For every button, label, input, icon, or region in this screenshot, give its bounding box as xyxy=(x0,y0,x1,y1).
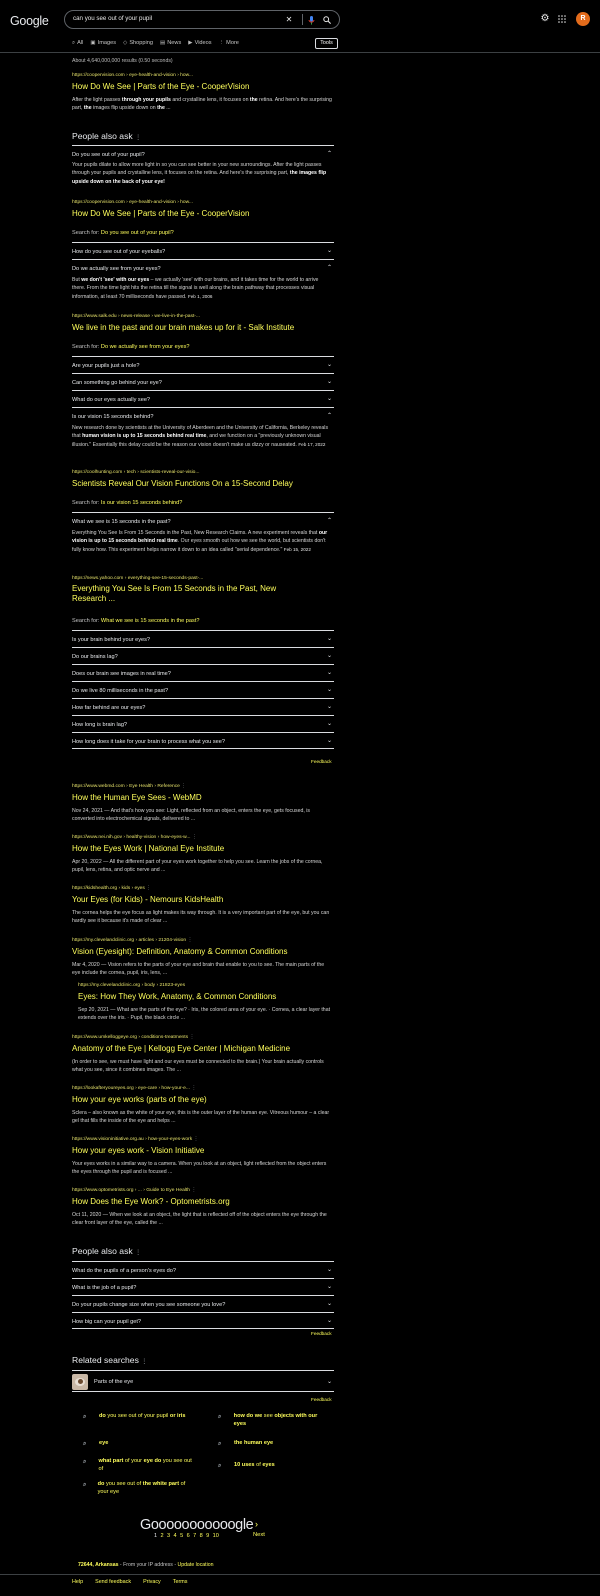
result-snippet: Sclera – also known as the white of your eye, this is the outer layer of the human eye. Vitreous humour – a clear gel that fills the inside of the eye and helps ... xyxy=(72,1109,330,1125)
next-page-link[interactable]: Next xyxy=(253,1532,265,1538)
result-title[interactable]: How your eyes work - Vision Initiative xyxy=(72,1146,205,1156)
paa-question[interactable]: Is our vision 15 seconds behind? ⌃ xyxy=(72,407,334,421)
result-url[interactable]: https://www.webmd.com › Eye Health › Reference ⋮ xyxy=(72,784,187,789)
search-icon: ⌕ xyxy=(83,1482,87,1488)
search-icon: ⌕ xyxy=(218,1441,222,1447)
footer-divider xyxy=(0,1574,600,1575)
result-snippet: Oct 11, 2020 — When we look at an object, the light that is reflected off of the object enters the eye through the clear front layer of the eye, called the ... xyxy=(72,1211,327,1227)
page-4[interactable]: 4 xyxy=(173,1533,177,1539)
chevron-up-icon: ⌃ xyxy=(326,265,332,271)
search-for[interactable]: Search for: Do you see out of your pupil? xyxy=(72,230,174,236)
result-title[interactable]: Anatomy of the Eye | Kellogg Eye Center | Michigan Medicine xyxy=(72,1044,291,1054)
result-url[interactable]: https://kidshealth.org › kids › eyes ⋮ xyxy=(72,886,152,891)
paa-question[interactable]: Are your pupils just a hole? ⌄ xyxy=(72,356,334,373)
paa-question[interactable]: How big can your pupil get? ⌄ xyxy=(72,1312,334,1329)
paa-question[interactable]: Is your brain behind your eyes? ⌄ xyxy=(72,630,334,647)
location-info: 72644, Arkansas - From your IP address - Update location xyxy=(78,1562,214,1568)
paa-question[interactable]: What do our eyes actually see? ⌄ xyxy=(72,390,334,407)
paa-answer-title[interactable]: Scientists Reveal Our Vision Functions On a 15-Second Delay xyxy=(72,479,293,488)
related-entity[interactable]: Parts of the eye ⌄ xyxy=(72,1370,334,1392)
tab-news[interactable]: ▤ News xyxy=(159,40,182,46)
result-snippet: The cornea helps the eye focus as light makes its way through. It is a very important part of the eye, but you can hardly see it because it's made of clear ... xyxy=(72,909,330,925)
paa-answer-title[interactable]: How Do We See | Parts of the Eye - CooperVision xyxy=(72,209,250,218)
result-snippet: After the light passes through your pupils and crystalline lens, it focuses on the retina. And here's the surprising part, the images flip upside down on the ... xyxy=(72,96,332,112)
location-place: 72644, Arkansas xyxy=(78,1562,119,1568)
result-url[interactable]: https://my.clevelandclinic.org › articles › 21204-vision ⋮ xyxy=(72,938,193,943)
paa-answer: Everything You See Is From 15 Seconds in the Past, New Research Claims. A new experiment reveals that our vision is up to 15 seconds behind real time. Our eyes smooth out how we see the world, but scientists don't fully know how. This experiment helps narrow it down to an idea called "serial dependence." Feb 15, 2022 xyxy=(72,530,328,553)
play-icon: ▶ xyxy=(188,40,193,46)
chevron-right-icon[interactable]: › xyxy=(255,1519,258,1529)
paa-answer-url[interactable]: https://coolhunting.com › tech › scientists-reveal-our-visio... xyxy=(72,470,200,475)
chevron-down-icon: ⌄ xyxy=(326,1267,332,1273)
result-url[interactable]: https://www.visioninitiative.org.au › how-your-eyes-work ⋮ xyxy=(72,1137,199,1142)
related-search-item[interactable]: ⌕ the human eye xyxy=(218,1440,274,1447)
footer-feedback-link[interactable]: Send feedback xyxy=(95,1579,132,1585)
paa-question[interactable]: How long does it take for your brain to process what you see? ⌄ xyxy=(72,732,334,749)
search-icon: ⌕ xyxy=(218,1414,222,1420)
paa-answer-url[interactable]: https://www.salk.edu › news-release › we-live-in-the-past-... xyxy=(72,314,201,319)
paa-question[interactable]: What do the pupils of a person's eyes do? ⌄ xyxy=(72,1261,334,1278)
paa-question[interactable]: What is the job of a pupil? ⌄ xyxy=(72,1278,334,1295)
settings-icon[interactable]: ⚙ xyxy=(540,12,550,24)
related-search-item[interactable]: ⌕ 10 uses of eyes xyxy=(218,1462,275,1469)
result-url[interactable]: https://www.optometrists.org › ... › Guide to Eye Health ⋮ xyxy=(72,1188,197,1193)
paa-answer: Your pupils dilate to allow more light in so you can see better in your new surroundings. After the light passes through your pupils and crystalline lens, it focuses on the retina. And here's the surprising part, the images flip upside down on the back of your eye! xyxy=(72,162,327,185)
newspaper-icon: ▤ xyxy=(159,40,166,46)
footer-privacy-link[interactable]: Privacy xyxy=(143,1579,161,1585)
result-url[interactable]: https://lookafteryoureyes.org › eye-care › how-your-e... ⋮ xyxy=(72,1086,197,1091)
paa-question[interactable]: Do we actually see from your eyes? ⌃ xyxy=(72,259,334,273)
paa-question[interactable]: Do we live 80 milliseconds in the past? ⌄ xyxy=(72,681,334,698)
search-for[interactable]: Search for: Do we actually see from your eyes? xyxy=(72,344,190,350)
result-title[interactable]: Your Eyes (for Kids) - Nemours KidsHealth xyxy=(72,895,224,905)
image-icon: ▣ xyxy=(90,40,96,46)
page-5[interactable]: 5 xyxy=(180,1533,184,1539)
chevron-down-icon: ⌄ xyxy=(326,721,332,727)
related-search-item[interactable]: ⌕ do you see out of the white part of your eye xyxy=(83,1481,186,1495)
tab-videos[interactable]: ▶ Videos xyxy=(188,40,212,46)
chevron-down-icon: ⌄ xyxy=(326,1301,332,1307)
related-searches-heading: Related searches ⋮ xyxy=(72,1355,148,1365)
result-url[interactable]: https://www.nei.nih.gov › healthy-vision › how-eyes-w... ⋮ xyxy=(72,835,197,840)
chevron-down-icon: ⌄ xyxy=(326,636,332,642)
page-numbers xyxy=(154,1532,219,1540)
paa-question[interactable]: How long is brain lag? ⌄ xyxy=(72,715,334,732)
search-result xyxy=(72,834,332,875)
clear-icon[interactable]: ✕ xyxy=(285,15,293,25)
chevron-down-icon: ⌄ xyxy=(326,687,332,693)
paa-answer: New research done by scientists at the University of Aberdeen and the University of California, Berkeley reveals that human vision is up to 15 seconds behind real time, and we function on a "previously unknown visual illusion." Essentially this delay could be the reason our vision doesn't make us dizzy or nauseated. Feb 17, 2022 xyxy=(72,425,329,448)
result-url[interactable]: https://my.clevelandclinic.org › body › 21823-eyes xyxy=(78,983,186,988)
result-url[interactable]: https://coopervision.com › eye-health-and-vision › how... xyxy=(72,73,193,78)
related-search-item[interactable]: ⌕ what part of your eye do you see out of xyxy=(83,1458,192,1472)
footer-help-link[interactable]: Help xyxy=(72,1579,84,1585)
result-snippet: Nov 24, 2021 — And that's how you see: Light, reflected from an object, enters the eye, gets focused, is converted into electrochemical signals, delivered to ... xyxy=(72,807,311,823)
search-tabs xyxy=(72,39,239,47)
tab-more[interactable]: ⋮ More xyxy=(218,40,239,46)
result-title[interactable]: How your eye works (parts of the eye) xyxy=(72,1095,207,1105)
account-avatar[interactable]: R xyxy=(576,12,590,26)
search-icon: ⌕ xyxy=(218,1463,222,1469)
search-result xyxy=(72,783,332,824)
search-result xyxy=(72,1034,332,1075)
feedback-link[interactable]: Feedback xyxy=(311,1397,332,1402)
chevron-up-icon: ⌃ xyxy=(326,413,332,419)
page-9[interactable]: 9 xyxy=(206,1533,210,1539)
search-divider xyxy=(302,14,303,25)
result-url[interactable]: https://www.umkelloggeye.org › conditions-treatments ⋮ xyxy=(72,1035,195,1040)
chevron-down-icon: ⌄ xyxy=(326,738,332,744)
footer-terms-link[interactable]: Terms xyxy=(172,1579,188,1585)
tab-all[interactable]: ⌕ All xyxy=(72,40,84,46)
paa-answer-title[interactable]: We live in the past and our brain makes up for it - Salk Institute xyxy=(72,323,295,332)
paa-question[interactable]: Do our brains lag? ⌄ xyxy=(72,647,334,664)
chevron-down-icon: ⌄ xyxy=(326,704,332,710)
search-icon: ⌕ xyxy=(72,40,76,46)
search-icon: ⌕ xyxy=(83,1459,87,1465)
result-stats: About 4,640,000,000 results (0.50 seconds) xyxy=(72,58,173,64)
tab-shopping[interactable]: ◇ Shopping xyxy=(123,40,153,46)
chevron-down-icon: ⌄ xyxy=(326,1379,332,1385)
chevron-up-icon: ⌃ xyxy=(326,151,332,157)
google-logo[interactable]: Google xyxy=(10,14,49,28)
chevron-down-icon: ⌄ xyxy=(326,396,332,402)
footer-links xyxy=(72,1579,187,1587)
paa-question[interactable]: What we see is 15 seconds in the past? ⌃ xyxy=(72,512,334,526)
search-result xyxy=(72,72,332,113)
related-search-item[interactable]: ⌕ how do we see objects with our eyes xyxy=(218,1413,318,1427)
page-6[interactable]: 6 xyxy=(186,1533,190,1539)
tab-images[interactable]: ▣ Images xyxy=(90,40,116,46)
paa-answer-url[interactable]: https://coopervision.com › eye-health-and-vision › how... xyxy=(72,200,193,205)
search-input[interactable] xyxy=(64,10,340,29)
chevron-down-icon: ⌄ xyxy=(326,248,332,254)
page-7[interactable]: 7 xyxy=(193,1533,197,1539)
header-divider xyxy=(0,52,600,53)
result-snippet: Apr 20, 2022 — All the different part of your eyes work together to help you see. Learn the jobs of the cornea, pupil, lens, retina, and optic nerve and ... xyxy=(72,858,323,874)
feedback-link[interactable]: Feedback xyxy=(311,1331,332,1336)
tools-button[interactable]: Tools xyxy=(315,38,338,49)
paa-question[interactable]: How far behind are our eyes? ⌄ xyxy=(72,698,334,715)
chevron-up-icon: ⌃ xyxy=(326,518,332,524)
paa-heading: People also ask ⋮ xyxy=(72,1246,142,1256)
search-result xyxy=(72,1136,332,1177)
result-snippet: Sep 20, 2021 — What are the parts of the eye? · Iris, the colored area of your eye. · Cornea, a clear layer that extends over the iris. · Pupil, the black circle ... xyxy=(78,1006,331,1022)
more-options-icon[interactable]: ⋮ xyxy=(135,135,142,141)
paa-question[interactable]: Can something go behind your eye? ⌄ xyxy=(72,373,334,390)
search-result xyxy=(72,1187,332,1228)
page-1: 1 xyxy=(154,1533,158,1539)
result-title[interactable]: Vision (Eyesight): Definition, Anatomy & Common Conditions xyxy=(72,947,288,957)
paa-question[interactable]: How do you see out of your eyeballs? ⌄ xyxy=(72,242,334,259)
search-result xyxy=(72,885,332,926)
paa-answer-url[interactable]: https://news.yahoo.com › everything-see-15-seconds-past-... xyxy=(72,576,204,581)
search-for[interactable]: Search for: Is our vision 15 seconds behind? xyxy=(72,500,183,506)
search-result xyxy=(72,1085,332,1126)
more-icon: ⋮ xyxy=(218,40,225,46)
chevron-down-icon: ⌄ xyxy=(326,362,332,368)
tag-icon: ◇ xyxy=(123,40,128,46)
search-query[interactable]: can you see out of your pupil xyxy=(73,15,153,22)
related-search-item[interactable]: ⌕ eye xyxy=(83,1440,109,1447)
microphone-icon[interactable] xyxy=(305,14,317,26)
paa-answer-title[interactable]: Everything You See Is From 15 Seconds in the Past, New Research ... xyxy=(72,584,277,603)
search-icon: ⌕ xyxy=(83,1441,87,1447)
apps-grid-icon[interactable] xyxy=(556,13,568,25)
result-snippet: (In order to see, we must have light and our eyes must be connected to the brain.) Your brain actually controls what you see, since it combines images. The ... xyxy=(72,1058,324,1074)
chevron-down-icon: ⌄ xyxy=(326,1318,332,1324)
paa-heading: People also ask ⋮ xyxy=(72,131,142,141)
result-title[interactable]: How Does the Eye Work? - Optometrists.org xyxy=(72,1197,230,1207)
paa-question[interactable]: Do your pupils change size when you see someone you love? ⌄ xyxy=(72,1295,334,1312)
related-search-item[interactable]: ⌕ do you see out of your pupil or iris xyxy=(83,1413,186,1420)
pagination-logo: Gooooooooooogle xyxy=(140,1517,254,1533)
result-title[interactable]: How the Human Eye Sees - WebMD xyxy=(72,793,202,803)
search-result-nested xyxy=(78,982,332,1023)
more-options-icon[interactable]: ⋮ xyxy=(141,1359,148,1365)
result-snippet: Mar 4, 2020 — Vision refers to the parts of your eye and brain that enable to you to see. The main parts of the eye include the cornea, pupil, iris, lens, ... xyxy=(72,961,325,977)
result-snippet: Your eyes works in a similar way to a camera. When you look at an object, light reflected from the object enters the eyes through the pupil and is focused ... xyxy=(72,1160,327,1176)
page-8[interactable]: 8 xyxy=(199,1533,203,1539)
search-for[interactable]: Search for: What we see is 15 seconds in the past? xyxy=(72,618,200,624)
chevron-down-icon: ⌄ xyxy=(326,379,332,385)
eye-thumbnail xyxy=(72,1374,88,1390)
chevron-down-icon: ⌄ xyxy=(326,1284,332,1290)
more-options-icon[interactable]: ⋮ xyxy=(135,1250,142,1256)
paa-answer: But we don't 'see' with our eyes – we actually 'see' with our brains, and it takes time for the world to arrive there. From the time light hits the retina till the signal is well along the brain pathway that processes visual information, at least 70 milliseconds have passed. Feb 1, 2006 xyxy=(72,277,319,300)
result-title[interactable]: Eyes: How They Work, Anatomy, & Common Conditions xyxy=(78,992,277,1002)
search-result xyxy=(72,937,332,978)
result-title[interactable]: How the Eyes Work | National Eye Institute xyxy=(72,844,225,854)
update-location-link[interactable]: Update location xyxy=(177,1562,214,1568)
chevron-down-icon: ⌄ xyxy=(326,670,332,676)
result-title[interactable]: How Do We See | Parts of the Eye - CooperVision xyxy=(72,82,250,92)
search-icon: ⌕ xyxy=(83,1414,87,1420)
chevron-down-icon: ⌄ xyxy=(326,653,332,659)
page-10[interactable]: 10 xyxy=(212,1533,219,1539)
page-3[interactable]: 3 xyxy=(167,1533,171,1539)
page-2[interactable]: 2 xyxy=(160,1533,164,1539)
paa-question[interactable]: Does our brain see images in real time? ⌄ xyxy=(72,664,334,681)
paa-question[interactable]: Do you see out of your pupil? ⌃ xyxy=(72,145,334,159)
feedback-link[interactable]: Feedback xyxy=(311,759,332,764)
search-icon[interactable] xyxy=(321,14,333,26)
